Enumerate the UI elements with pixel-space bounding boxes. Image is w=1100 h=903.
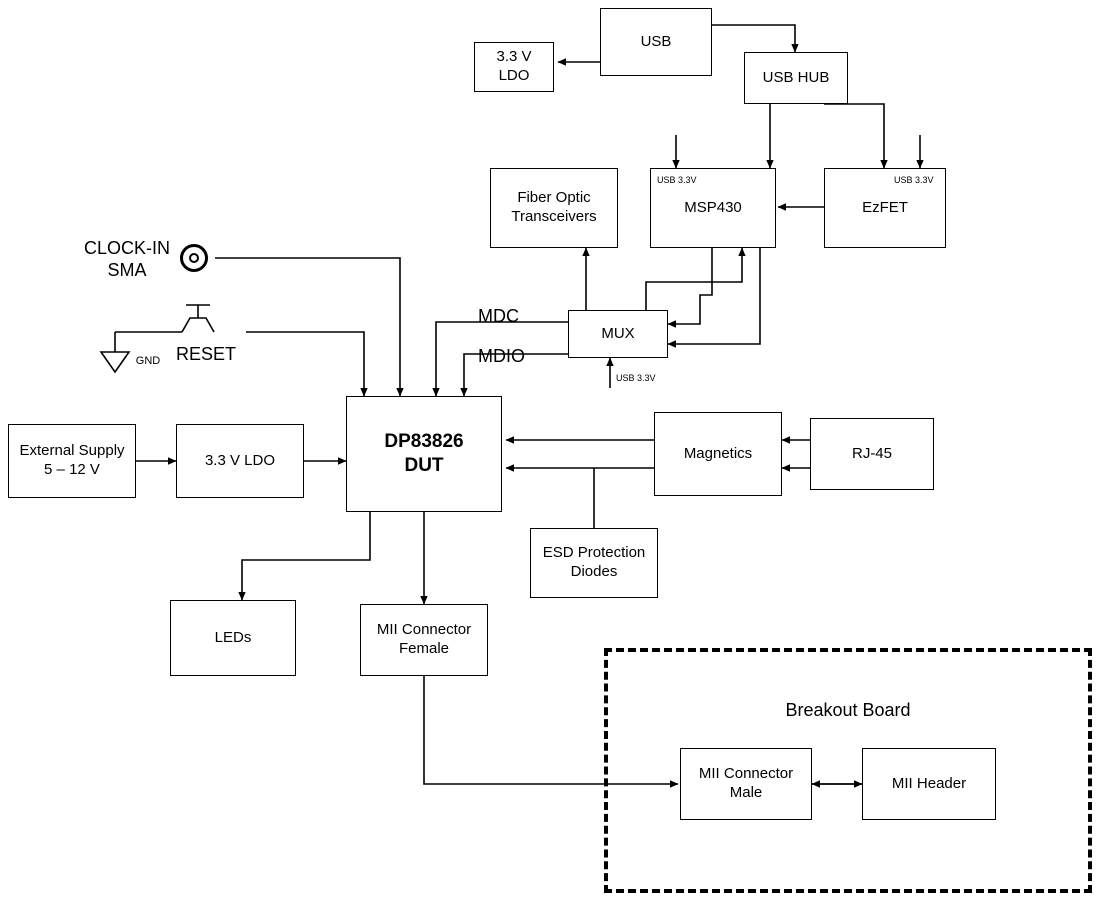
node-label: MII Connector — [698, 765, 794, 783]
node-label: EzFET — [862, 198, 908, 216]
label-usb-3v3-ezfet: USB 3.3V — [894, 175, 934, 185]
node-label: 3.3 V LDO — [204, 451, 276, 469]
node-label: DP83826 — [384, 431, 464, 453]
node-label: MII Header — [891, 774, 967, 792]
label-reset: RESET — [175, 344, 236, 364]
node-mux — [568, 310, 668, 358]
node-usb-hub — [744, 52, 848, 104]
node-label-line2: Female — [398, 640, 450, 657]
node-leds — [170, 600, 296, 676]
label-mdc: MDC — [478, 306, 519, 326]
node-mii-connector-male — [680, 748, 812, 820]
label-clock-in: CLOCK-IN — [83, 238, 170, 258]
node-ldo-3v3-top — [474, 42, 554, 92]
node-label: MII Connector — [376, 621, 472, 639]
node-label-line2: Transceivers — [511, 208, 597, 225]
sma-connector-pin-icon — [189, 253, 199, 263]
node-label-line2: LDO — [498, 67, 530, 84]
node-label: ESD Protection — [542, 544, 646, 562]
node-label-line2: Diodes — [570, 563, 618, 580]
node-label: 3.3 V — [496, 48, 532, 66]
node-label: LEDs — [214, 628, 252, 646]
label-usb-3v3-mux: USB 3.3V — [616, 373, 656, 383]
node-label: USB HUB — [762, 68, 830, 86]
node-label: RJ-45 — [851, 444, 892, 462]
node-label-line2: DUT — [404, 455, 444, 476]
label-gnd: GND — [135, 355, 161, 367]
node-label: MSP430 — [684, 198, 742, 216]
node-label: Magnetics — [683, 444, 753, 462]
node-label: Fiber Optic — [517, 189, 591, 207]
label-mdio: MDIO — [478, 346, 525, 366]
node-magnetics — [654, 412, 782, 496]
node-mii-header — [862, 748, 996, 820]
node-label: MUX — [601, 324, 635, 342]
node-usb — [600, 8, 712, 76]
node-dp83826-dut — [346, 396, 502, 512]
node-fiber-optic-transceivers — [490, 168, 618, 248]
label-usb-3v3-msp430: USB 3.3V — [657, 175, 697, 185]
node-ldo-3v3-main — [176, 424, 304, 498]
label-breakout-board: Breakout Board — [785, 700, 911, 720]
node-mii-connector-female — [360, 604, 488, 676]
node-label-line2: 5 – 12 V — [44, 461, 100, 478]
node-label-line2: Male — [729, 784, 763, 801]
node-esd-protection-diodes — [530, 528, 658, 598]
node-label: External Supply — [19, 442, 125, 460]
node-label: USB — [640, 32, 672, 50]
node-rj45 — [810, 418, 934, 490]
label-sma: SMA — [107, 260, 147, 280]
node-external-supply — [8, 424, 136, 498]
